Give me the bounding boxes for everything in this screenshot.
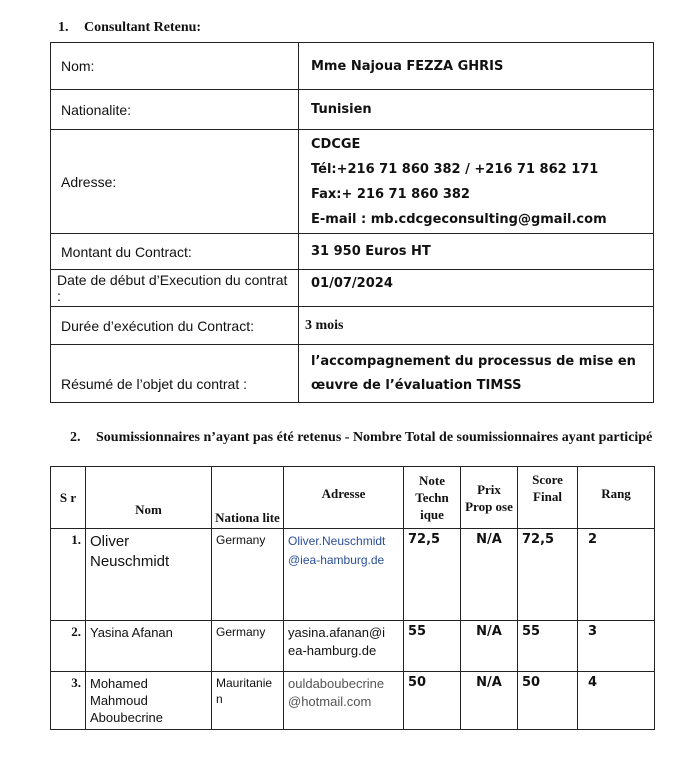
- label-date-debut: Date de début d’Execution du contrat :: [51, 270, 299, 307]
- header-rang: Rang: [578, 467, 655, 529]
- consultant-table: [50, 42, 654, 403]
- value-resume: l’accompagnement du processus de mise en œuvre de l’évaluation TIMSS: [299, 345, 654, 403]
- cell-note: 55: [404, 621, 461, 672]
- cell-score: 55: [518, 621, 578, 672]
- cell-nationalite: Germany: [212, 621, 284, 672]
- row-nationalite: [51, 90, 654, 130]
- header-nom: Nom: [86, 467, 212, 529]
- row-montant: [51, 234, 654, 270]
- label-duree: Durée d’exécution du Contract:: [51, 307, 299, 345]
- cell-adresse: Oliver.Neuschmidt @iea-hamburg.de: [284, 529, 404, 621]
- row-adresse: [51, 130, 654, 234]
- cell-score: 72,5: [518, 529, 578, 621]
- cell-prix: N/A: [461, 529, 518, 621]
- header-nationalite: Nationa lite: [212, 467, 284, 529]
- cell-sr: 3.: [51, 672, 86, 730]
- cell-rang: 4: [578, 672, 655, 730]
- address-line: Fax:+ 216 71 860 382: [311, 186, 470, 202]
- value-nationalite: Tunisien: [299, 90, 654, 130]
- cell-nom: Yasina Afanan: [86, 621, 212, 672]
- table-row: [51, 529, 655, 621]
- address-line: CDCGE: [311, 136, 361, 152]
- cell-nationalite: Mauritanie n: [212, 672, 284, 730]
- cell-prix: N/A: [461, 672, 518, 730]
- header-note: Note Techn ique: [404, 467, 461, 529]
- section-2-heading: [70, 430, 670, 446]
- header-adresse: Adresse: [284, 467, 404, 529]
- row-date-debut: [51, 270, 654, 307]
- cell-note: 72,5: [404, 529, 461, 621]
- cell-note: 50: [404, 672, 461, 730]
- section-1-heading: [58, 20, 201, 36]
- cell-nom: Mohamed Mahmoud Aboubecrine: [86, 672, 212, 730]
- label-nom: Nom:: [51, 43, 299, 90]
- label-montant: Montant du Contract:: [51, 234, 299, 270]
- cell-rang: 3: [578, 621, 655, 672]
- row-nom: [51, 43, 654, 90]
- value-duree: 3 mois: [299, 307, 654, 345]
- cell-rang: 2: [578, 529, 655, 621]
- label-nationalite: Nationalite:: [51, 90, 299, 130]
- value-adresse: [299, 130, 654, 234]
- header-sr: S r: [51, 467, 86, 529]
- row-duree: [51, 307, 654, 345]
- table-row: [51, 672, 655, 730]
- cell-nom: Oliver Neuschmidt: [86, 529, 212, 621]
- cell-prix: N/A: [461, 621, 518, 672]
- value-nom: Mme Najoua FEZZA GHRIS: [299, 43, 654, 90]
- section-2-title: Soumissionnaires n’ayant pas été retenus - Nombre Total de soumissionnaires ayant participé: [96, 430, 653, 445]
- header-row: [51, 467, 655, 529]
- cell-adresse: ouldaboubecrine @hotmail.com: [284, 672, 404, 730]
- row-resume: [51, 345, 654, 403]
- section-1-number: 1.: [58, 20, 69, 35]
- section-2-number: 2.: [70, 430, 81, 445]
- header-prix: Prix Prop ose: [461, 467, 518, 529]
- table-row: [51, 621, 655, 672]
- cell-sr: 1.: [51, 529, 86, 621]
- label-adresse: Adresse:: [51, 130, 299, 234]
- header-score: Score Final: [518, 467, 578, 529]
- cell-sr: 2.: [51, 621, 86, 672]
- cell-adresse: yasina.afanan@i ea-hamburg.de: [284, 621, 404, 672]
- value-montant: 31 950 Euros HT: [299, 234, 654, 270]
- address-line: Tél:+216 71 860 382 / +216 71 862 171: [311, 161, 599, 177]
- cell-score: 50: [518, 672, 578, 730]
- bidders-table: [50, 466, 655, 730]
- cell-nationalite: Germany: [212, 529, 284, 621]
- section-1-title: Consultant Retenu:: [84, 20, 202, 35]
- address-line: E-mail : mb.cdcgeconsulting@gmail.com: [311, 211, 607, 227]
- value-date-debut: 01/07/2024: [299, 270, 654, 307]
- label-resume: Résumé de l’objet du contrat :: [51, 345, 299, 403]
